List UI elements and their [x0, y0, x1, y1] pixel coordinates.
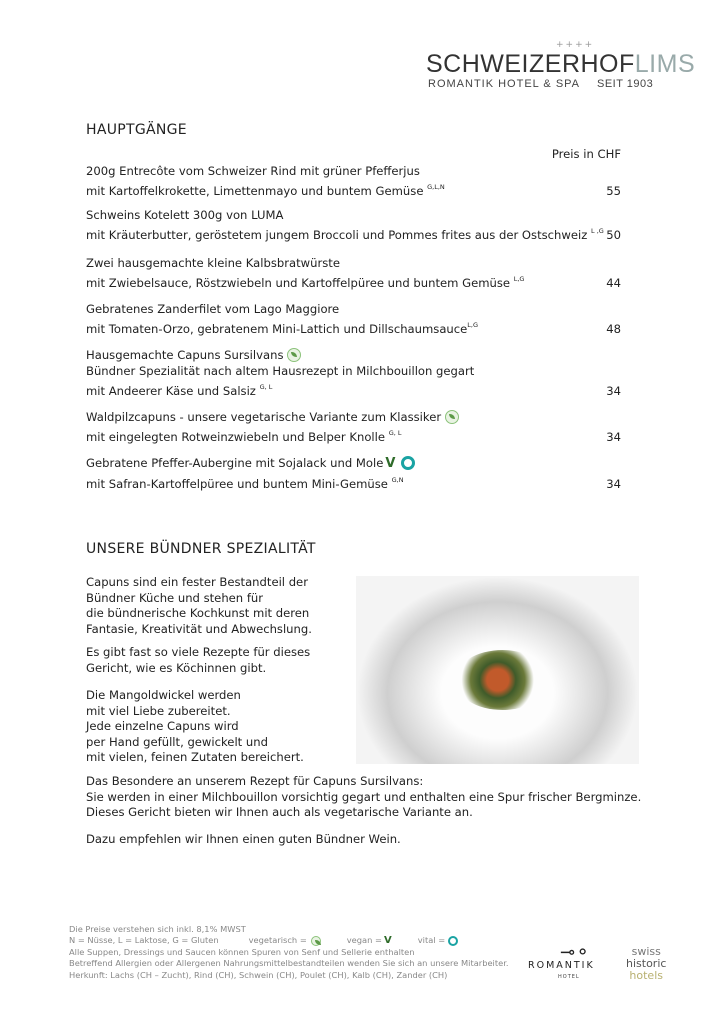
- paragraph: [86, 688, 304, 766]
- footer-line: Die Preise verstehen sich inkl. 8,1% MWST: [69, 924, 246, 934]
- item-description: mit Zwiebelsauce, Röstzwiebeln und Kartoffelpüree und buntem Gemüse: [86, 276, 511, 290]
- text-line: Das Besondere an unserem Rezept für Capuns Sursilvans:: [86, 774, 424, 788]
- section-title-special: UNSERE BÜNDNER SPEZIALITÄT: [86, 541, 316, 557]
- logo-lims: LIMS: [634, 50, 696, 78]
- logo-word: swiss: [631, 945, 661, 958]
- item-description: Bündner Spezialität nach altem Hausrezept in Milchbouillon gegart: [86, 364, 475, 378]
- footer-line: Alle Suppen, Dressings und Saucen können Spuren von Senf und Sellerie enthalten: [69, 946, 415, 957]
- romantik-logo: ROMANTIK: [528, 960, 595, 971]
- item-price: 34: [606, 384, 621, 398]
- paragraph: [86, 774, 641, 821]
- text-line: Sie werden in einer Milchbouillon vorsichtig gegart und enthalten eine Spur frischer Bergminze.: [86, 789, 642, 804]
- vegan-icon: V: [383, 935, 392, 947]
- legend-vegetarian: vegetarisch =: [248, 935, 307, 946]
- item-description: mit Kartoffelkrokette, Limettenmayo und buntem Gemüse: [86, 184, 424, 198]
- item-title: Schweins Kotelett 300g von LUMA: [86, 208, 284, 222]
- item-title: Waldpilzcapuns - unsere vegetarische Variante zum Klassiker: [86, 410, 442, 424]
- legend-vital: vital =: [417, 935, 446, 946]
- allergens: G,N: [391, 476, 404, 484]
- menu-item: [86, 207, 621, 243]
- logo-subtitle: ROMANTIK HOTEL & SPA: [428, 78, 581, 90]
- item-price: 55: [606, 184, 621, 198]
- text-line: die bündnerische Kochkunst mit deren: [86, 606, 310, 620]
- menu-item: [86, 301, 621, 337]
- hotel-logo: [426, 50, 695, 79]
- item-description: mit Tomaten-Orzo, gebratenem Mini-Lattich und Dillschaumsauce: [86, 322, 468, 336]
- price-header: Preis in CHF: [551, 147, 621, 161]
- menu-item: [86, 347, 621, 399]
- logo-word: historic: [626, 957, 667, 970]
- text-line: Jede einzelne Capuns wird: [86, 719, 239, 733]
- food-on-plate: [455, 650, 550, 710]
- item-description: mit eingelegten Rotweinzwiebeln und Belper Knolle: [86, 430, 386, 444]
- allergen-legend: N = Nüsse, L = Laktose, G = Gluten: [69, 935, 219, 946]
- text-line: Die Mangoldwickel werden: [86, 688, 241, 702]
- text-line: mit viel Liebe zubereitet.: [86, 703, 231, 718]
- item-price: 34: [606, 477, 621, 491]
- footer-line: Betreffend Allergien oder Allergenen Nahrungsmittelbestandteilen wenden Sie sich an unsere Mitarbeiter.: [69, 958, 509, 969]
- item-description: mit Andeerer Käse und Salsiz: [86, 384, 256, 398]
- text-line: mit vielen, feinen Zutaten bereichert.: [86, 750, 304, 764]
- item-description: mit Kräuterbutter, geröstetem jungem Broccoli und Pommes frites aus der Ostschweiz: [86, 228, 588, 242]
- item-title: Gebratene Pfeffer-Aubergine mit Sojalack und Mole: [86, 456, 384, 470]
- item-title: Gebratenes Zanderfilet vom Lago Maggiore: [86, 302, 340, 316]
- text-line: per Hand gefüllt, gewickelt und: [86, 734, 268, 749]
- paragraph: [86, 575, 312, 637]
- footer-line: Herkunft: Lachs (CH – Zucht), Rind (CH), Schwein (CH), Poulet (CH), Kalb (CH), Zander (CH): [69, 969, 448, 980]
- text-line: Bündner Küche und stehen für: [86, 590, 264, 605]
- vegetarian-icon: [445, 410, 459, 424]
- item-price: 50: [606, 228, 621, 242]
- allergens: L ,G: [591, 227, 604, 235]
- vital-icon: [448, 936, 458, 946]
- item-title: Zwei hausgemachte kleine Kalbsbratwürste: [86, 256, 340, 270]
- item-title: Hausgemachte Capuns Sursilvans: [86, 348, 284, 362]
- vegetarian-icon: [311, 936, 321, 946]
- romantik-logo-sub: HOTEL: [558, 974, 580, 980]
- menu-item: [86, 163, 621, 199]
- swiss-historic-hotels-logo: [626, 946, 666, 982]
- item-title: 200g Entrecôte vom Schweizer Rind mit grüner Pfefferjus: [86, 164, 420, 178]
- item-price: 34: [606, 430, 621, 444]
- key-icon: ⊸⚬: [560, 942, 591, 963]
- item-price: 44: [606, 276, 621, 290]
- logo-text: SCHWEIZERHOF: [426, 50, 635, 78]
- text-line: Dieses Gericht bieten wir Ihnen auch als vegetarische Variante an.: [86, 805, 473, 819]
- legend-vegan: vegan =: [346, 935, 382, 946]
- text-line: Gericht, wie es Köchinnen gibt.: [86, 660, 267, 675]
- text-line: Fantasie, Kreativität und Abwechslung.: [86, 621, 312, 636]
- allergens: G,L,N: [427, 183, 445, 191]
- logo-stars: ++++: [556, 40, 595, 50]
- allergens: G, L: [388, 429, 402, 437]
- paragraph: Dazu empfehlen wir Ihnen einen guten Bündner Wein.: [86, 832, 401, 846]
- vegan-icon: V: [385, 456, 396, 471]
- footer-notes: [69, 924, 509, 981]
- menu-item: [86, 455, 621, 492]
- logo-word: hotels: [629, 969, 663, 982]
- menu-item: [86, 409, 621, 445]
- logo-since: SEIT 1903: [597, 78, 654, 90]
- item-description: mit Safran-Kartoffelpüree und buntem Mini-Gemüse: [86, 477, 388, 491]
- text-line: Es gibt fast so viele Rezepte für dieses: [86, 645, 311, 659]
- vegetarian-icon: [287, 348, 301, 362]
- vital-icon: [401, 456, 415, 470]
- text-line: Capuns sind ein fester Bestandteil der: [86, 575, 308, 589]
- allergens: G, L: [259, 383, 273, 391]
- section-title-main: HAUPTGÄNGE: [86, 122, 187, 138]
- allergens: L,G: [513, 275, 525, 283]
- menu-item: [86, 255, 621, 291]
- paragraph: [86, 645, 310, 676]
- allergens: L,G: [467, 321, 479, 329]
- item-price: 48: [606, 322, 621, 336]
